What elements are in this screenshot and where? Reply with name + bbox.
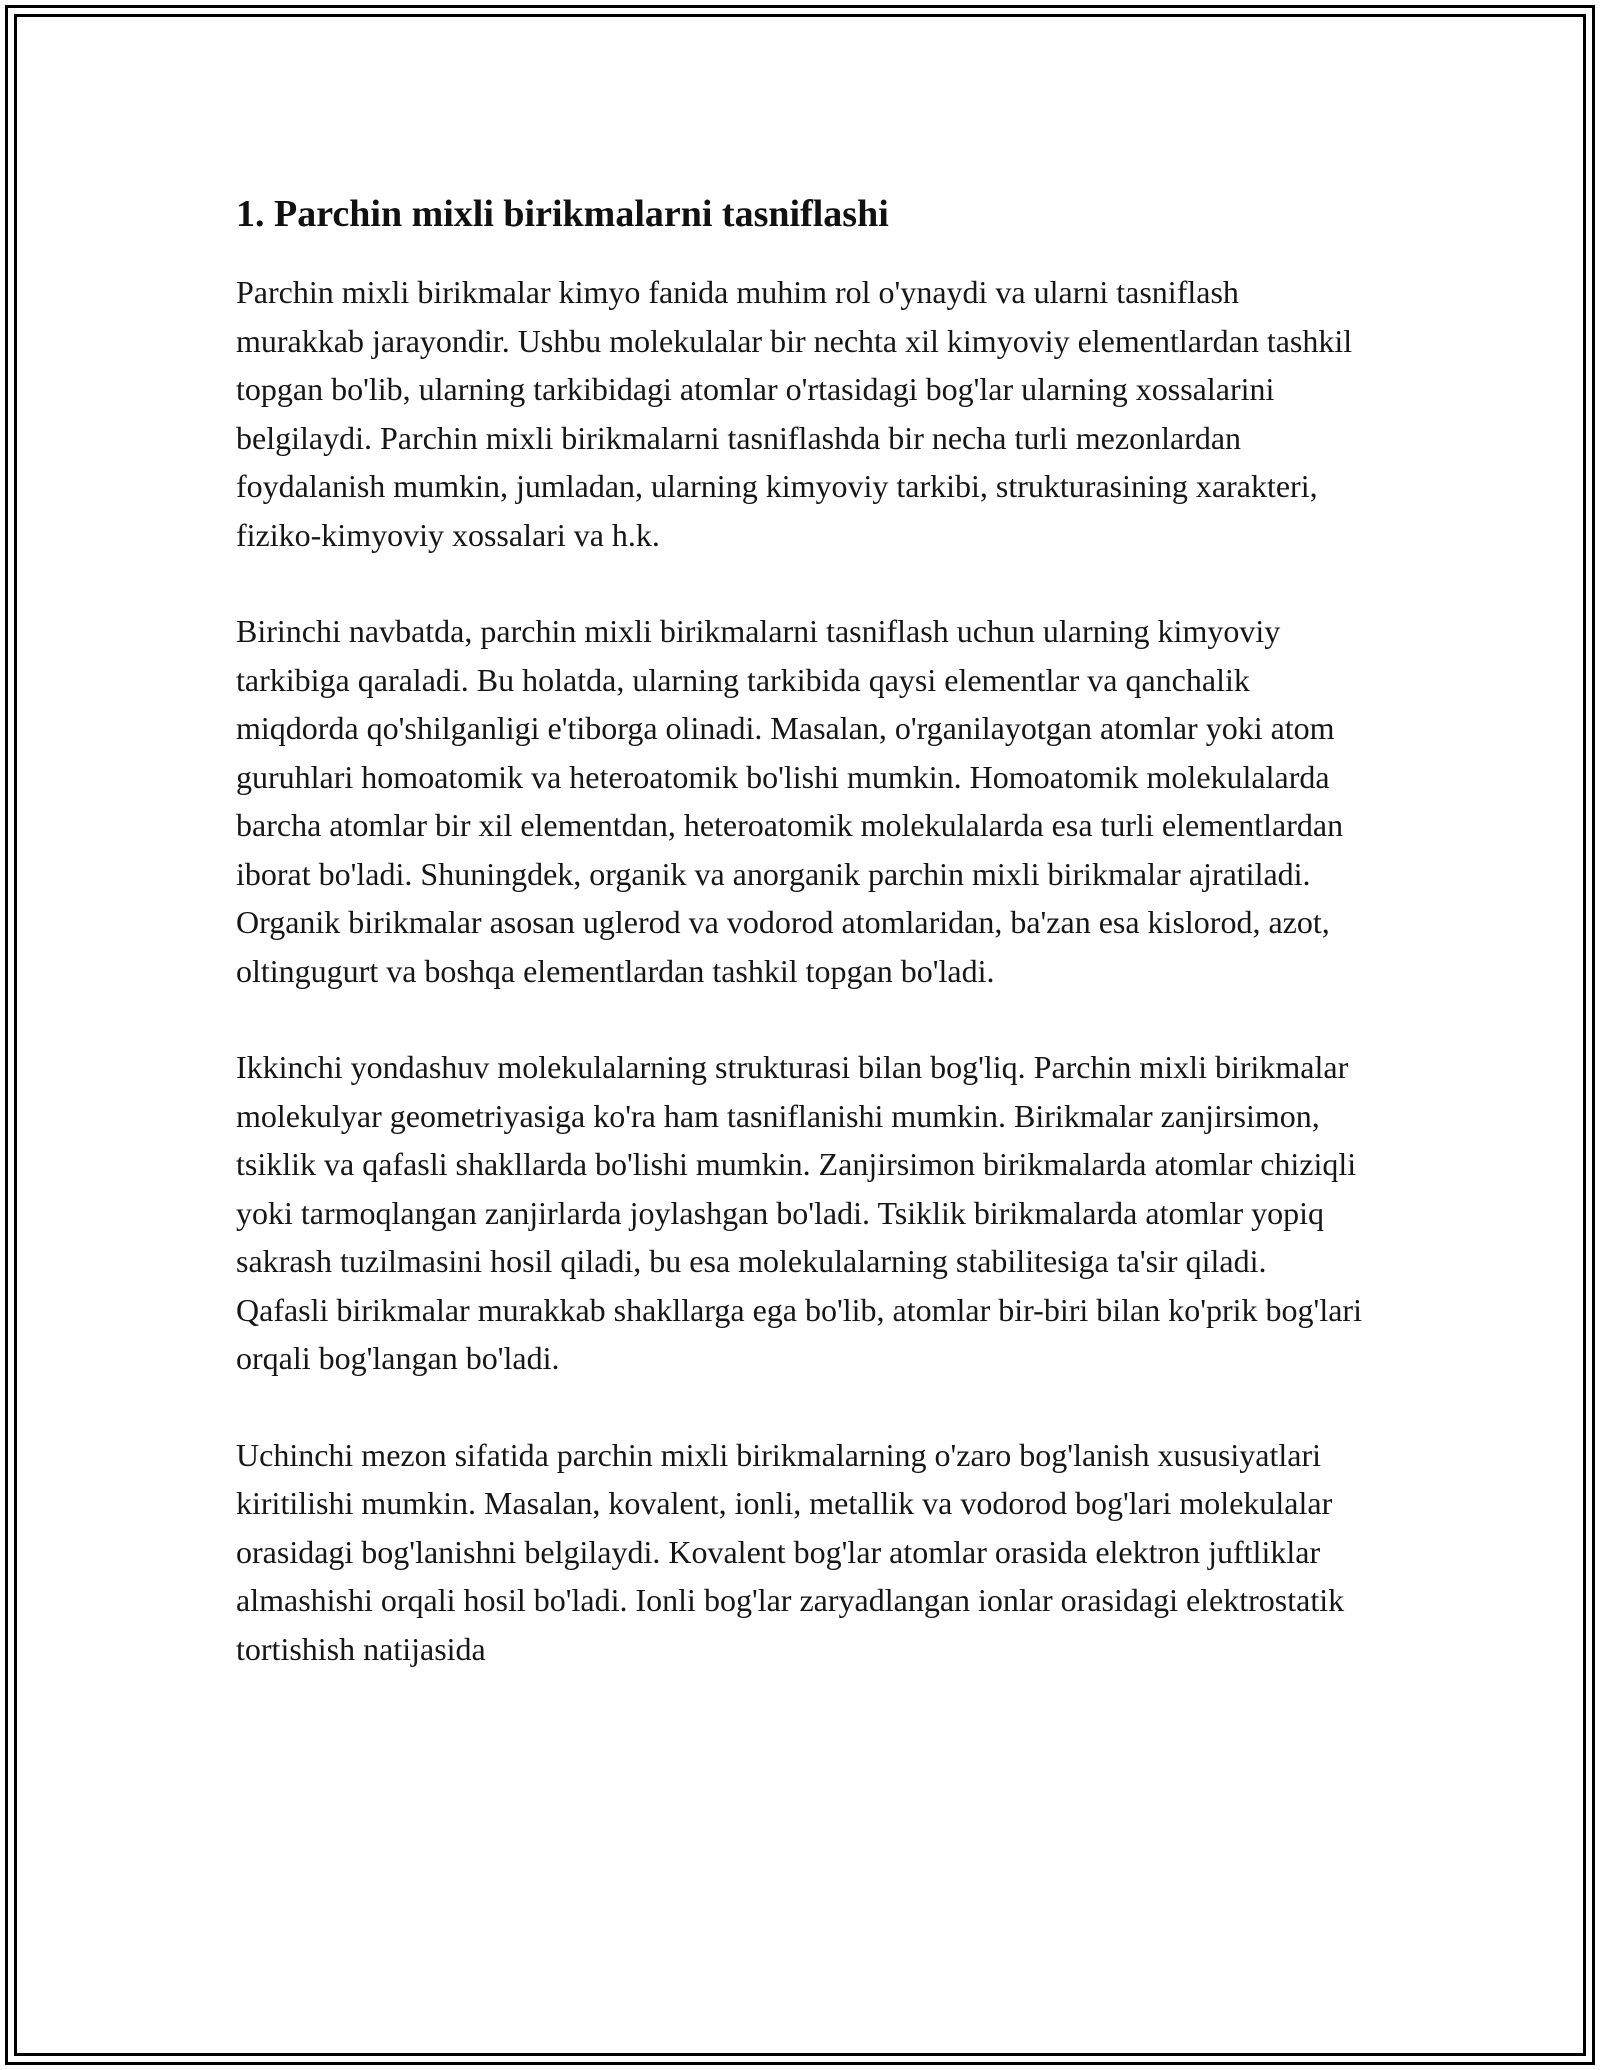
document-body (236, 186, 1366, 1721)
paragraph-2: Birinchi navbatda, parchin mixli birikmalarni tasniflash uchun ularning kimyoviy tarkibiga qaraladi. Bu holatda, ularning tarkibida qaysi elementlar va qanchalik miqdorda qo'shilganligi e'tiborga olinadi. Masalan, o'rganilayotgan atomlar yoki atom guruhlari homoatomik va heteroatomik bo'lishi mumkin. Homoatomik molekulalarda barcha atomlar bir xil elementdan, heteroatomik molekulalarda esa turli elementlardan iborat bo'ladi. Shuningdek, organik va anorganik parchin mixli birikmalar ajratiladi. Organik birikmalar asosan uglerod va vodorod atomlaridan, ba'zan esa kislorod, azot, oltingugurt va boshqa elementlardan tashkil topgan bo'ladi. (236, 613, 1344, 989)
paragraph-4: Uchinchi mezon sifatida parchin mixli birikmalarning o'zaro bog'lanish xususiyatlari kiritilishi mumkin. Masalan, kovalent, ionli, metallik va vodorod bog'lari molekulalar orasidagi bog'lanishni belgilaydi. Kovalent bog'lar atomlar orasida elektron juftliklar almashishi orqali hosil bo'ladi. Ionli bog'lar zaryadlangan ionlar orasidagi elektrostatik tortishish natijasida (236, 1436, 1345, 1667)
section-heading: 1. Parchin mixli birikmalarni tasniflashi (236, 193, 889, 235)
paragraph-1: Parchin mixli birikmalar kimyo fanida muhim rol o'ynaydi va ularni tasniflash murakkab jarayondir. Ushbu molekulalar bir nechta xil kimyoviy elementlardan tashkil topgan bo'lib, ularning tarkibidagi atomlar o'rtasidagi bog'lar ularning xossalarini belgilaydi. Parchin mixli birikmalarni tasniflashda bir necha turli mezonlardan foydalanish mumkin, jumladan, ularning kimyoviy tarkibi, strukturasining xarakteri, fiziko-kimyoviy xossalari va h.k. (236, 274, 1353, 553)
paragraph-3: Ikkinchi yondashuv molekulalarning strukturasi bilan bog'liq. Parchin mixli birikmalar molekulyar geometriyasiga ko'ra ham tasniflanishi mumkin. Birikmalar zanjirsimon, tsiklik va qafasli shakllarda bo'lishi mumkin. Zanjirsimon birikmalarda atomlar chiziqli yoki tarmoqlangan zanjirlarda joylashgan bo'ladi. Tsiklik birikmalarda atomlar yopiq sakrash tuzilmasini hosil qiladi, bu esa molekulalarning stabilitesiga ta'sir qiladi. Qafasli birikmalar murakkab shakllarga ega bo'lib, atomlar bir-biri bilan ko'prik bog'lari orqali bog'langan bo'ladi. (236, 1049, 1362, 1376)
